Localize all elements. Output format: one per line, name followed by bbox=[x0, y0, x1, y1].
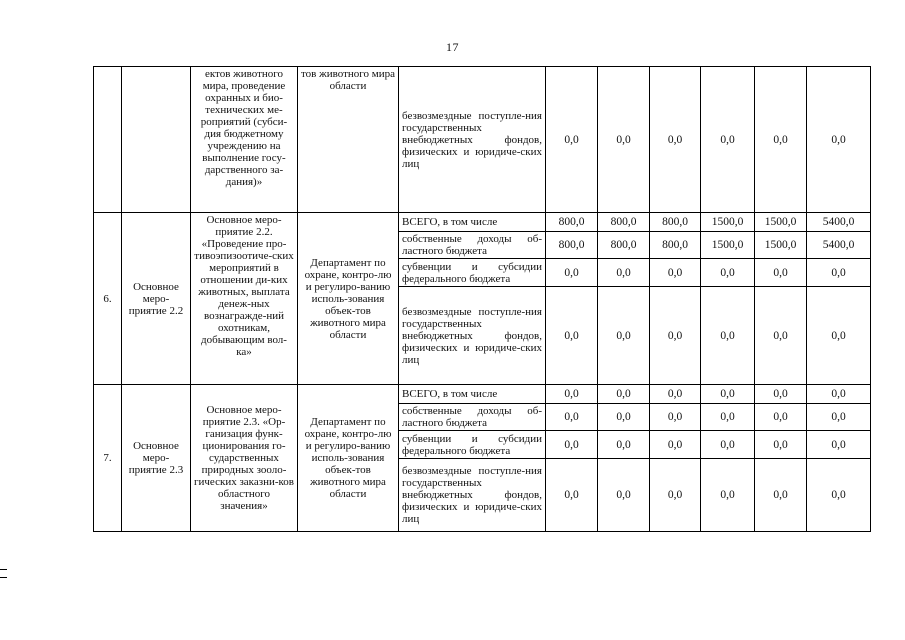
value-cell: 800,0 bbox=[598, 213, 650, 232]
funding-source: безвозмездные поступле-ния государственных внебюджетных фондов, физических и юридиче-ских лиц bbox=[399, 287, 546, 385]
value-cell: 0,0 bbox=[546, 404, 598, 431]
funding-source: субвенции и субсидии федерального бюджета bbox=[399, 431, 546, 459]
value-cell: 0,0 bbox=[598, 459, 650, 532]
value-cell: 0,0 bbox=[650, 431, 701, 459]
funding-source: безвозмездные поступле-ния государственных внебюджетных фондов, физических и юридиче-ских лиц bbox=[399, 459, 546, 532]
row-number: 7. bbox=[94, 385, 122, 532]
value-cell: 1500,0 bbox=[755, 232, 807, 259]
measure-description: Основное меро-приятие 2.3. «Ор-ганизация функ-ционирования го-сударственных природных зооло-гических заказни-ков областного значения» bbox=[191, 385, 298, 532]
executor: тов животного мира области bbox=[298, 67, 399, 213]
value-cell: 0,0 bbox=[755, 459, 807, 532]
value-cell: 0,0 bbox=[598, 67, 650, 213]
value-cell: 0,0 bbox=[701, 287, 755, 385]
value-cell: 0,0 bbox=[546, 259, 598, 287]
row-number: 6. bbox=[94, 213, 122, 385]
scan-edge-mark bbox=[0, 569, 7, 578]
value-cell: 0,0 bbox=[701, 459, 755, 532]
funding-source: безвозмездные поступле-ния государственных внебюджетных фондов, физических и юридиче-ских лиц bbox=[399, 67, 546, 213]
value-cell: 0,0 bbox=[701, 385, 755, 404]
value-cell: 800,0 bbox=[650, 213, 701, 232]
funding-source: собственные доходы об-ластного бюджета bbox=[399, 404, 546, 431]
value-cell: 0,0 bbox=[755, 431, 807, 459]
row-number-cell bbox=[94, 67, 122, 213]
executor: Департамент по охране, контро-лю и регулиро-ванию исполь-зования объек-тов животного мира области bbox=[298, 385, 399, 532]
value-cell: 0,0 bbox=[650, 287, 701, 385]
page-number: 17 bbox=[446, 40, 459, 54]
funding-table bbox=[93, 66, 871, 532]
value-cell: 0,0 bbox=[701, 404, 755, 431]
value-cell: 0,0 bbox=[755, 259, 807, 287]
value-cell: 0,0 bbox=[807, 459, 871, 532]
value-cell: 0,0 bbox=[701, 67, 755, 213]
status-cell bbox=[122, 67, 191, 213]
table-row bbox=[94, 67, 871, 213]
value-cell: 1500,0 bbox=[755, 213, 807, 232]
value-cell: 5400,0 bbox=[807, 213, 871, 232]
value-cell: 0,0 bbox=[807, 67, 871, 213]
funding-source: ВСЕГО, в том числе bbox=[399, 213, 546, 232]
value-cell: 0,0 bbox=[598, 431, 650, 459]
value-cell: 0,0 bbox=[755, 385, 807, 404]
value-cell: 800,0 bbox=[598, 232, 650, 259]
value-cell: 0,0 bbox=[598, 259, 650, 287]
value-cell: 0,0 bbox=[650, 259, 701, 287]
value-cell: 0,0 bbox=[807, 259, 871, 287]
value-cell: 0,0 bbox=[807, 404, 871, 431]
value-cell: 800,0 bbox=[650, 232, 701, 259]
value-cell: 0,0 bbox=[598, 385, 650, 404]
value-cell: 0,0 bbox=[755, 67, 807, 213]
funding-source: собственные доходы об-ластного бюджета bbox=[399, 232, 546, 259]
value-cell: 5400,0 bbox=[807, 232, 871, 259]
funding-source: субвенции и субсидии федерального бюджета bbox=[399, 259, 546, 287]
executor: Департамент по охране, контро-лю и регулиро-ванию исполь-зования объек-тов животного мира области bbox=[298, 213, 399, 385]
value-cell: 0,0 bbox=[650, 459, 701, 532]
value-cell: 800,0 bbox=[546, 232, 598, 259]
measure-status: Основное меро-приятие 2.3 bbox=[122, 385, 191, 532]
value-cell: 0,0 bbox=[650, 67, 701, 213]
value-cell: 0,0 bbox=[701, 431, 755, 459]
value-cell: 800,0 bbox=[546, 213, 598, 232]
value-cell: 0,0 bbox=[755, 287, 807, 385]
value-cell: 0,0 bbox=[598, 404, 650, 431]
measure-description: Основное меро-приятие 2.2. «Проведение про-тивоэпизоотиче-ских мероприятий в отношении ди-ких животных, выплата денеж-ных вознагражде-ний охотникам, добывающим вол-ка» bbox=[191, 213, 298, 385]
table-row bbox=[94, 213, 871, 232]
measure-description: ектов животного мира, проведение охранных и био-технических ме-роприятий (субси-дия бюджетному учреждению на выполнение госу-дарственного за-дания)» bbox=[191, 67, 298, 213]
value-cell: 0,0 bbox=[650, 385, 701, 404]
value-cell: 0,0 bbox=[546, 385, 598, 404]
table-row bbox=[94, 385, 871, 404]
value-cell: 0,0 bbox=[598, 287, 650, 385]
value-cell: 1500,0 bbox=[701, 232, 755, 259]
value-cell: 0,0 bbox=[546, 431, 598, 459]
funding-source: ВСЕГО, в том числе bbox=[399, 385, 546, 404]
value-cell: 0,0 bbox=[701, 259, 755, 287]
value-cell: 0,0 bbox=[546, 287, 598, 385]
value-cell: 0,0 bbox=[807, 385, 871, 404]
value-cell: 0,0 bbox=[546, 67, 598, 213]
value-cell: 0,0 bbox=[807, 431, 871, 459]
value-cell: 1500,0 bbox=[701, 213, 755, 232]
measure-status: Основное меро-приятие 2.2 bbox=[122, 213, 191, 385]
value-cell: 0,0 bbox=[755, 404, 807, 431]
value-cell: 0,0 bbox=[650, 404, 701, 431]
value-cell: 0,0 bbox=[546, 459, 598, 532]
value-cell: 0,0 bbox=[807, 287, 871, 385]
